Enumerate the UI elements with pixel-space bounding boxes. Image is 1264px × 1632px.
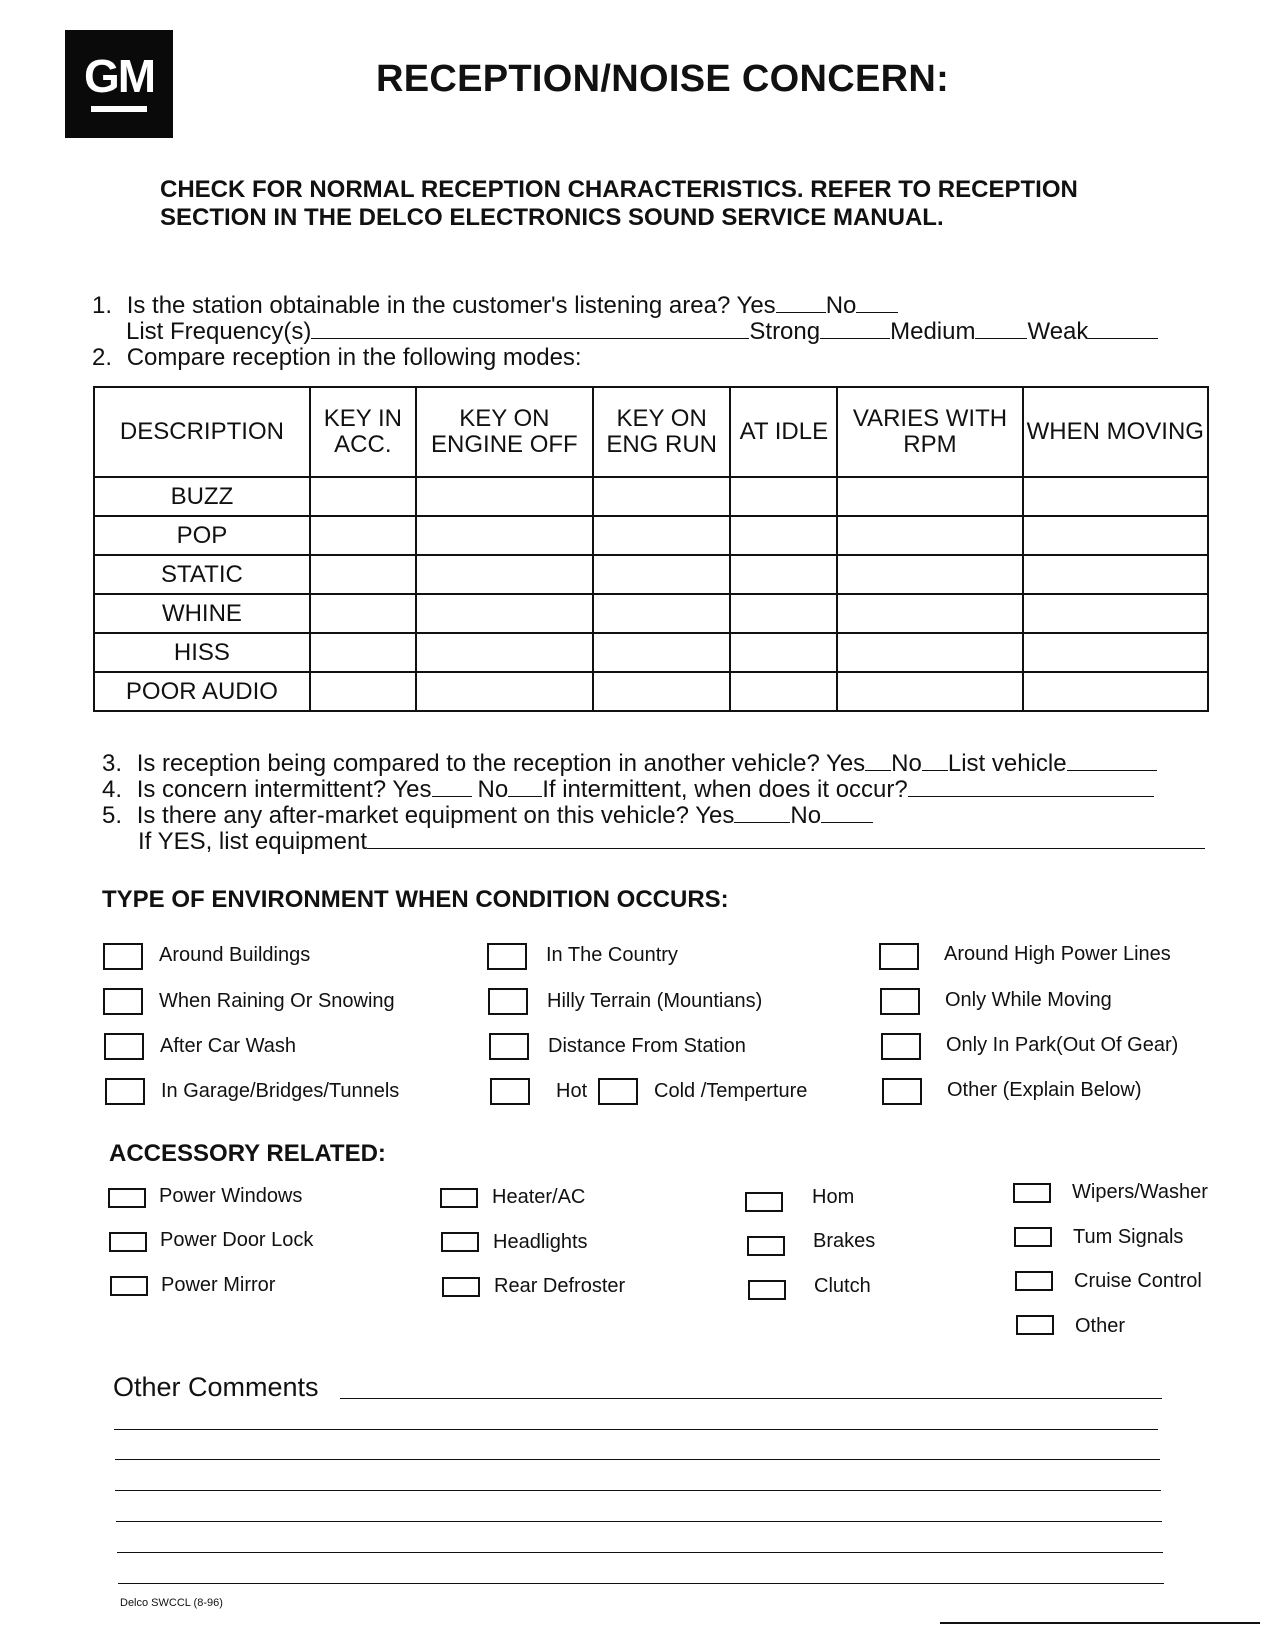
accessory-heading: ACCESSORY RELATED: — [109, 1140, 386, 1167]
power-mirror-label: Power Mirror — [161, 1274, 276, 1296]
only-in-park-checkbox[interactable] — [881, 1033, 921, 1060]
in-the-country-checkbox[interactable] — [487, 943, 527, 970]
brakes-checkbox[interactable] — [747, 1236, 785, 1256]
other-explain-label: Other (Explain Below) — [947, 1079, 1142, 1101]
wipers-washer-label: Wipers/Washer — [1072, 1181, 1208, 1203]
car-wash-label: After Car Wash — [160, 1035, 296, 1057]
cold-temperature-checkbox[interactable] — [598, 1078, 638, 1105]
table-cell[interactable] — [593, 555, 730, 594]
comment-line[interactable] — [116, 1521, 1162, 1522]
table-cell[interactable] — [837, 594, 1022, 633]
table-cell[interactable] — [1023, 516, 1208, 555]
row-label-pop: POP — [94, 516, 310, 555]
weak-label: Weak — [1027, 318, 1089, 345]
cruise-control-checkbox[interactable] — [1015, 1271, 1053, 1291]
table-cell[interactable] — [730, 594, 837, 633]
rear-defroster-checkbox[interactable] — [442, 1277, 480, 1297]
row-label-whine: WHINE — [94, 594, 310, 633]
row-label-poor-audio: POOR AUDIO — [94, 672, 310, 711]
header-key-in-acc: KEY IN ACC. — [310, 387, 416, 477]
hot-checkbox[interactable] — [490, 1078, 530, 1105]
table-cell[interactable] — [310, 555, 416, 594]
comment-line[interactable] — [115, 1459, 1160, 1460]
high-power-lines-label: Around High Power Lines — [944, 943, 1171, 965]
row-label-hiss: HISS — [94, 633, 310, 672]
hot-label: Hot — [556, 1080, 588, 1102]
q2-text: Compare reception in the following modes: — [126, 344, 582, 371]
garage-bridges-tunnels-label: In Garage/Bridges/Tunnels — [161, 1080, 400, 1102]
medium-label: Medium — [890, 318, 976, 345]
comment-line[interactable] — [114, 1429, 1158, 1430]
table-cell[interactable] — [837, 477, 1022, 516]
table-cell[interactable] — [310, 672, 416, 711]
header-description: DESCRIPTION — [94, 387, 310, 477]
q2-number: 2. — [92, 344, 113, 371]
instructions: CHECK FOR NORMAL RECEPTION CHARACTERISTICS. REFER TO RECEPTION SECTION IN THE DELCO ELECTRONICS SOUND SERVICE MANUAL. — [160, 176, 1078, 231]
q1-yes-blank[interactable] — [776, 292, 826, 313]
table-cell[interactable] — [730, 516, 837, 555]
other-accessory-label: Other — [1075, 1315, 1126, 1337]
q1-no-blank[interactable] — [856, 292, 898, 313]
table-cell[interactable] — [730, 633, 837, 672]
table-cell[interactable] — [416, 594, 593, 633]
table-cell[interactable] — [593, 594, 730, 633]
medium-blank[interactable] — [975, 318, 1027, 339]
q5-number: 5. — [102, 802, 123, 829]
other-comments-label: Other Comments — [113, 1372, 319, 1402]
q3-no-label: No — [891, 750, 922, 777]
q4-when-label: If intermittent, when does it occur? — [542, 776, 908, 803]
headlights-checkbox[interactable] — [441, 1232, 479, 1252]
q3-text: Is reception being compared to the reception in another vehicle? Yes — [136, 750, 866, 777]
table-cell[interactable] — [416, 555, 593, 594]
table-cell[interactable] — [310, 477, 416, 516]
raining-snowing-label: When Raining Or Snowing — [159, 990, 395, 1012]
table-row — [94, 516, 1208, 555]
q4-number: 4. — [102, 776, 123, 803]
table-cell[interactable] — [837, 516, 1022, 555]
table-cell[interactable] — [593, 672, 730, 711]
table-cell[interactable] — [1023, 633, 1208, 672]
gm-logo — [65, 30, 173, 138]
q1-number: 1. — [92, 292, 113, 319]
row-label-static: STATIC — [94, 555, 310, 594]
comment-line[interactable] — [117, 1552, 1163, 1553]
cold-temperature-label: Cold /Temperture — [654, 1080, 808, 1102]
question-5-equipment — [138, 828, 1205, 855]
strong-blank[interactable] — [820, 318, 890, 339]
table-cell[interactable] — [837, 633, 1022, 672]
comment-line[interactable] — [340, 1398, 1162, 1399]
hilly-terrain-label: Hilly Terrain (Mountians) — [547, 990, 763, 1012]
q3-yes-blank[interactable] — [865, 750, 891, 771]
table-row — [94, 633, 1208, 672]
table-cell[interactable] — [1023, 672, 1208, 711]
table-cell[interactable] — [593, 633, 730, 672]
q4-yes-blank[interactable] — [432, 776, 472, 797]
question-3 — [102, 750, 1157, 777]
other-explain-checkbox[interactable] — [882, 1078, 922, 1105]
logo-text: GM — [83, 50, 155, 102]
power-mirror-checkbox[interactable] — [110, 1276, 148, 1296]
table-cell[interactable] — [1023, 477, 1208, 516]
table-cell[interactable] — [416, 633, 593, 672]
table-row — [94, 477, 1208, 516]
comment-line[interactable] — [118, 1583, 1164, 1584]
clutch-label: Clutch — [814, 1275, 871, 1297]
row-label-buzz: BUZZ — [94, 477, 310, 516]
comment-line[interactable] — [115, 1490, 1161, 1491]
hilly-terrain-checkbox[interactable] — [488, 988, 528, 1015]
table-cell[interactable] — [1023, 594, 1208, 633]
table-row — [94, 594, 1208, 633]
cruise-control-label: Cruise Control — [1074, 1270, 1202, 1292]
table-cell[interactable] — [837, 555, 1022, 594]
q3-number: 3. — [102, 750, 123, 777]
environment-heading: TYPE OF ENVIRONMENT WHEN CONDITION OCCURS: — [102, 886, 729, 913]
q4-text: Is concern intermittent? Yes — [136, 776, 432, 803]
distance-from-station-label: Distance From Station — [548, 1035, 746, 1057]
only-in-park-label: Only In Park(Out Of Gear) — [946, 1034, 1179, 1056]
table-cell[interactable] — [310, 516, 416, 555]
headlights-label: Headlights — [493, 1231, 588, 1253]
car-wash-checkbox[interactable] — [104, 1033, 144, 1060]
brakes-label: Brakes — [813, 1230, 876, 1252]
logo-underline — [91, 106, 147, 112]
only-while-moving-label: Only While Moving — [945, 989, 1112, 1011]
q1-text: Is the station obtainable in the customer's listening area? Yes — [126, 292, 776, 319]
form-code: Delco SWCCL (8-96) — [120, 1597, 223, 1609]
table-cell[interactable] — [837, 672, 1022, 711]
power-windows-label: Power Windows — [159, 1185, 303, 1207]
table-cell[interactable] — [730, 477, 837, 516]
weak-blank[interactable] — [1088, 318, 1158, 339]
q3-list-label: List vehicle — [947, 750, 1067, 777]
question-1 — [92, 292, 898, 319]
strong-label: Strong — [749, 318, 821, 345]
raining-snowing-checkbox[interactable] — [103, 988, 143, 1015]
garage-bridges-tunnels-checkbox[interactable] — [105, 1078, 145, 1105]
q5-equipment-blank[interactable] — [367, 828, 1205, 849]
table-cell[interactable] — [310, 594, 416, 633]
power-door-lock-label: Power Door Lock — [160, 1229, 314, 1251]
q5-no-blank[interactable] — [821, 802, 873, 823]
table-cell[interactable] — [730, 555, 837, 594]
question-5 — [102, 802, 873, 829]
other-accessory-checkbox[interactable] — [1016, 1315, 1054, 1335]
rear-defroster-label: Rear Defroster — [494, 1275, 626, 1297]
table-cell[interactable] — [416, 672, 593, 711]
q3-no-blank[interactable] — [922, 750, 948, 771]
around-buildings-checkbox[interactable] — [103, 943, 143, 970]
clutch-checkbox[interactable] — [748, 1280, 786, 1300]
horn-label: Hom — [812, 1186, 855, 1208]
question-4 — [102, 776, 1154, 803]
table-cell[interactable] — [593, 477, 730, 516]
q3-list-blank[interactable] — [1067, 750, 1157, 771]
turn-signals-label: Tum Signals — [1073, 1226, 1184, 1248]
header-varies-with-rpm: VARIES WITH RPM — [837, 387, 1022, 477]
table-row — [94, 672, 1208, 711]
q5-text: Is there any after-market equipment on this vehicle? Yes — [136, 802, 735, 829]
power-door-lock-checkbox[interactable] — [109, 1232, 147, 1252]
header-at-idle: AT IDLE — [730, 387, 837, 477]
distance-from-station-checkbox[interactable] — [489, 1033, 529, 1060]
table-cell[interactable] — [310, 633, 416, 672]
in-the-country-label: In The Country — [546, 944, 678, 966]
header-when-moving: WHEN MOVING — [1023, 387, 1208, 477]
q5-no-label: No — [790, 802, 822, 829]
table-cell[interactable] — [730, 672, 837, 711]
frequency-blank[interactable] — [311, 318, 749, 339]
turn-signals-checkbox[interactable] — [1014, 1227, 1052, 1247]
q4-no-blank[interactable] — [508, 776, 542, 797]
table-cell[interactable] — [416, 477, 593, 516]
high-power-lines-checkbox[interactable] — [879, 943, 919, 970]
wipers-washer-checkbox[interactable] — [1013, 1183, 1051, 1203]
heater-ac-checkbox[interactable] — [440, 1188, 478, 1208]
bottom-edge-rule — [940, 1622, 1260, 1624]
table-cell[interactable] — [416, 516, 593, 555]
q4-no-label: No — [477, 776, 509, 803]
header-key-on-engine-off: KEY ON ENGINE OFF — [416, 387, 593, 477]
question-2 — [92, 345, 582, 371]
table-cell[interactable] — [593, 516, 730, 555]
table-cell[interactable] — [1023, 555, 1208, 594]
q5-yes-blank[interactable] — [734, 802, 790, 823]
table-row — [94, 555, 1208, 594]
q4-when-blank[interactable] — [908, 776, 1154, 797]
q5-list-equipment-label: If YES, list equipment — [138, 828, 368, 855]
power-windows-checkbox[interactable] — [108, 1188, 146, 1208]
reception-modes-table — [93, 386, 1209, 712]
page-title: RECEPTION/NOISE CONCERN: — [376, 58, 950, 100]
horn-checkbox[interactable] — [745, 1192, 783, 1212]
question-1-frequency — [126, 318, 1158, 345]
table-header-row — [94, 387, 1208, 477]
q1-no-label: No — [825, 292, 857, 319]
list-frequency-label: List Frequency(s) — [126, 318, 312, 345]
around-buildings-label: Around Buildings — [159, 944, 311, 966]
heater-ac-label: Heater/AC — [492, 1186, 586, 1208]
only-while-moving-checkbox[interactable] — [880, 988, 920, 1015]
header-key-on-eng-run: KEY ON ENG RUN — [593, 387, 730, 477]
